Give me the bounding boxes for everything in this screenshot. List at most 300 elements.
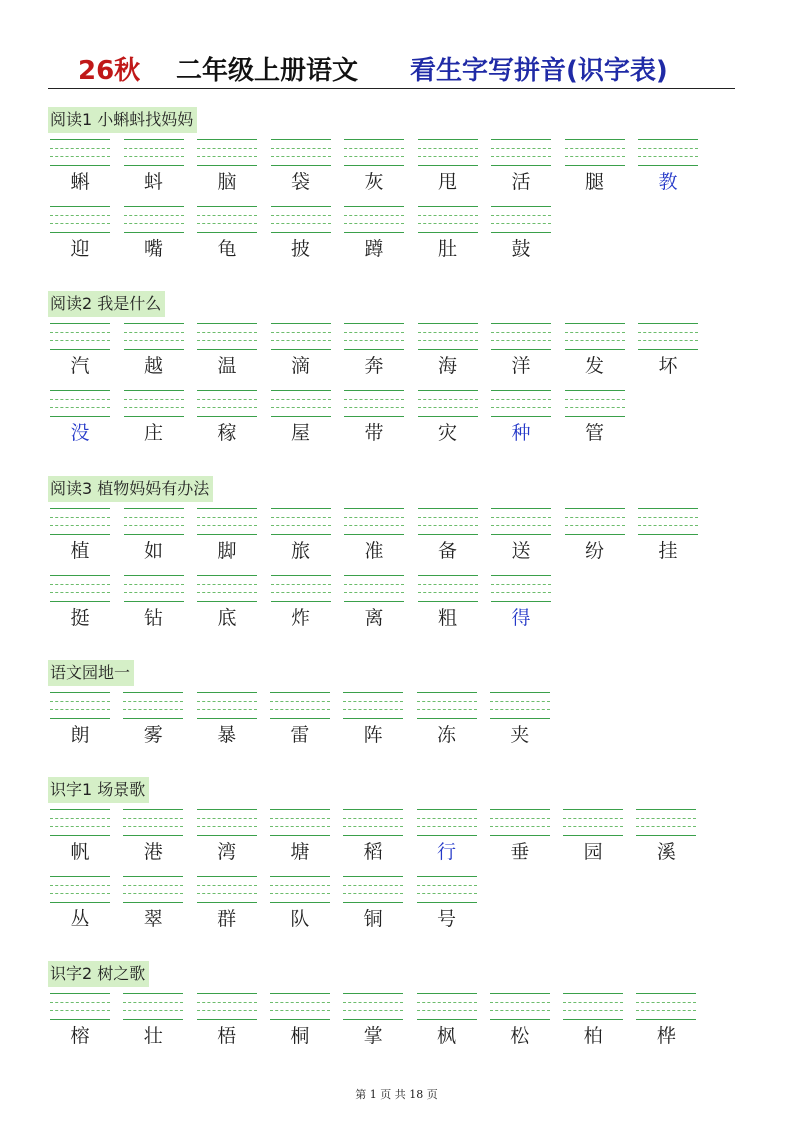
solid-guide-line: [50, 902, 110, 903]
section: [48, 660, 748, 753]
pinyin-writing-lines[interactable]: [270, 692, 330, 718]
dashed-guide-line: [417, 701, 477, 702]
solid-guide-line: [343, 902, 403, 903]
dashed-guide-line: [50, 407, 110, 408]
section: [48, 777, 748, 937]
hanzi-character: 蝌: [70, 171, 90, 193]
hanzi-character: 洋: [511, 355, 531, 377]
pinyin-cell: [50, 502, 110, 569]
pinyin-writing-lines[interactable]: [197, 692, 257, 718]
pinyin-cell: [344, 317, 404, 384]
pinyin-writing-lines[interactable]: [565, 139, 625, 165]
hanzi-character: 榕: [70, 1025, 90, 1047]
hanzi-character: 如: [143, 540, 163, 562]
solid-guide-line: [417, 692, 477, 693]
pinyin-writing-lines[interactable]: [638, 323, 698, 349]
pinyin-writing-lines[interactable]: [124, 390, 184, 416]
pinyin-cell: [491, 502, 551, 569]
pinyin-cell: [418, 502, 478, 569]
pinyin-cell: [563, 987, 623, 1054]
solid-guide-line: [197, 993, 257, 994]
pinyin-writing-lines[interactable]: [197, 876, 257, 902]
pinyin-cell: [124, 317, 184, 384]
pinyin-writing-lines[interactable]: [491, 206, 551, 232]
dashed-guide-line: [124, 584, 184, 585]
dashed-guide-line: [270, 893, 330, 894]
pinyin-cell: [197, 987, 257, 1054]
pinyin-writing-lines[interactable]: [270, 876, 330, 902]
dashed-guide-line: [344, 332, 404, 333]
pinyin-writing-lines[interactable]: [123, 993, 183, 1019]
dashed-guide-line: [50, 885, 110, 886]
pinyin-writing-lines[interactable]: [124, 206, 184, 232]
hanzi-character: 屋: [290, 422, 310, 444]
hanzi-character: 袋: [290, 171, 310, 193]
pinyin-cell: [565, 502, 625, 569]
pinyin-writing-lines[interactable]: [418, 323, 478, 349]
pinyin-writing-lines[interactable]: [344, 575, 404, 601]
solid-guide-line: [491, 232, 551, 233]
dashed-guide-line: [636, 1010, 696, 1011]
dashed-guide-line: [197, 223, 257, 224]
pinyin-writing-lines[interactable]: [124, 139, 184, 165]
dashed-guide-line: [491, 584, 551, 585]
dashed-guide-line: [417, 818, 477, 819]
solid-guide-line: [123, 1019, 183, 1020]
solid-guide-line: [343, 692, 403, 693]
solid-guide-line: [197, 534, 257, 535]
pinyin-cell: [344, 200, 404, 267]
pinyin-cell: [50, 317, 110, 384]
solid-guide-line: [418, 508, 478, 509]
pinyin-writing-lines[interactable]: [563, 809, 623, 835]
pinyin-writing-lines[interactable]: [417, 993, 477, 1019]
pinyin-writing-lines[interactable]: [124, 575, 184, 601]
pinyin-writing-lines[interactable]: [490, 692, 550, 718]
solid-guide-line: [270, 835, 330, 836]
solid-guide-line: [417, 993, 477, 994]
solid-guide-line: [638, 323, 698, 324]
dashed-guide-line: [123, 893, 183, 894]
dashed-guide-line: [50, 215, 110, 216]
pinyin-writing-lines[interactable]: [491, 390, 551, 416]
pinyin-cell: [123, 686, 183, 753]
hanzi-character: 夹: [510, 724, 530, 746]
dashed-guide-line: [490, 709, 550, 710]
dashed-guide-line: [638, 156, 698, 157]
solid-guide-line: [50, 809, 110, 810]
solid-guide-line: [343, 835, 403, 836]
solid-guide-line: [50, 835, 110, 836]
header-term: 26秋: [78, 56, 141, 86]
pinyin-cell: [565, 384, 625, 451]
pinyin-writing-lines[interactable]: [417, 692, 477, 718]
hanzi-character: 壮: [143, 1025, 163, 1047]
hanzi-character: 冻: [436, 724, 456, 746]
pinyin-writing-lines[interactable]: [418, 390, 478, 416]
dashed-guide-line: [418, 156, 478, 157]
dashed-guide-line: [124, 525, 184, 526]
dashed-guide-line: [50, 584, 110, 585]
section-title: 语文园地一: [48, 660, 134, 686]
pinyin-writing-lines[interactable]: [50, 876, 110, 902]
dashed-guide-line: [417, 826, 477, 827]
solid-guide-line: [344, 416, 404, 417]
pinyin-writing-lines[interactable]: [50, 575, 110, 601]
solid-guide-line: [270, 809, 330, 810]
hanzi-character: 铜: [363, 908, 383, 930]
pinyin-cell: [124, 502, 184, 569]
dashed-guide-line: [344, 584, 404, 585]
dashed-guide-line: [417, 893, 477, 894]
solid-guide-line: [418, 165, 478, 166]
pinyin-writing-lines[interactable]: [50, 390, 110, 416]
hanzi-character: 奔: [364, 355, 384, 377]
section: [48, 107, 748, 267]
solid-guide-line: [270, 692, 330, 693]
dashed-guide-line: [197, 1002, 257, 1003]
pinyin-writing-lines[interactable]: [636, 993, 696, 1019]
dashed-guide-line: [124, 340, 184, 341]
solid-guide-line: [565, 534, 625, 535]
dashed-guide-line: [490, 818, 550, 819]
solid-guide-line: [636, 835, 696, 836]
dashed-guide-line: [491, 517, 551, 518]
pinyin-writing-lines[interactable]: [417, 876, 477, 902]
hanzi-character: 准: [364, 540, 384, 562]
hanzi-character: 阵: [363, 724, 383, 746]
pinyin-writing-lines[interactable]: [343, 876, 403, 902]
solid-guide-line: [565, 390, 625, 391]
hanzi-character: 温: [217, 355, 237, 377]
hanzi-character: 桐: [290, 1025, 310, 1047]
pinyin-writing-lines[interactable]: [638, 508, 698, 534]
solid-guide-line: [491, 206, 551, 207]
pinyin-cell: [197, 317, 257, 384]
dashed-guide-line: [418, 215, 478, 216]
solid-guide-line: [343, 876, 403, 877]
dashed-guide-line: [124, 332, 184, 333]
dashed-guide-line: [565, 399, 625, 400]
pinyin-writing-lines[interactable]: [344, 139, 404, 165]
solid-guide-line: [271, 534, 331, 535]
solid-guide-line: [271, 508, 331, 509]
dashed-guide-line: [197, 332, 257, 333]
page-footer: 第 1 页 共 18 页: [355, 1088, 438, 1101]
solid-guide-line: [491, 349, 551, 350]
solid-guide-line: [197, 416, 257, 417]
pinyin-writing-lines[interactable]: [270, 993, 330, 1019]
dashed-guide-line: [271, 525, 331, 526]
dashed-guide-line: [343, 885, 403, 886]
dashed-guide-line: [417, 885, 477, 886]
pinyin-writing-lines[interactable]: [491, 323, 551, 349]
pinyin-writing-lines[interactable]: [565, 323, 625, 349]
dashed-guide-line: [197, 340, 257, 341]
dashed-guide-line: [270, 1010, 330, 1011]
solid-guide-line: [123, 809, 183, 810]
dashed-guide-line: [50, 1010, 110, 1011]
hanzi-character: 腿: [584, 171, 604, 193]
solid-guide-line: [636, 1019, 696, 1020]
pinyin-cell: [563, 803, 623, 870]
pinyin-writing-lines[interactable]: [271, 323, 331, 349]
solid-guide-line: [565, 508, 625, 509]
hanzi-character: 掌: [363, 1025, 383, 1047]
pinyin-writing-lines[interactable]: [638, 139, 698, 165]
dashed-guide-line: [417, 1010, 477, 1011]
solid-guide-line: [565, 416, 625, 417]
pinyin-writing-lines[interactable]: [123, 809, 183, 835]
dashed-guide-line: [123, 709, 183, 710]
solid-guide-line: [50, 323, 110, 324]
dashed-guide-line: [197, 701, 257, 702]
pinyin-writing-lines[interactable]: [490, 809, 550, 835]
solid-guide-line: [124, 601, 184, 602]
pinyin-writing-lines[interactable]: [50, 508, 110, 534]
pinyin-writing-lines[interactable]: [197, 809, 257, 835]
pinyin-writing-lines[interactable]: [490, 993, 550, 1019]
pinyin-writing-lines[interactable]: [270, 809, 330, 835]
solid-guide-line: [490, 1019, 550, 1020]
dashed-guide-line: [124, 156, 184, 157]
solid-guide-line: [344, 323, 404, 324]
solid-guide-line: [197, 165, 257, 166]
solid-guide-line: [271, 390, 331, 391]
dashed-guide-line: [490, 1002, 550, 1003]
hanzi-character: 教: [658, 171, 678, 193]
dashed-guide-line: [344, 223, 404, 224]
dashed-guide-line: [50, 340, 110, 341]
pinyin-writing-lines[interactable]: [636, 809, 696, 835]
pinyin-writing-lines[interactable]: [418, 508, 478, 534]
solid-guide-line: [344, 575, 404, 576]
dashed-guide-line: [344, 148, 404, 149]
dashed-guide-line: [491, 340, 551, 341]
pinyin-writing-lines[interactable]: [50, 809, 110, 835]
pinyin-writing-lines[interactable]: [271, 508, 331, 534]
solid-guide-line: [565, 139, 625, 140]
dashed-guide-line: [197, 517, 257, 518]
dashed-guide-line: [271, 584, 331, 585]
dashed-guide-line: [344, 592, 404, 593]
pinyin-writing-lines[interactable]: [197, 508, 257, 534]
solid-guide-line: [417, 876, 477, 877]
pinyin-writing-lines[interactable]: [491, 508, 551, 534]
pinyin-writing-lines[interactable]: [343, 993, 403, 1019]
pinyin-writing-lines[interactable]: [123, 876, 183, 902]
solid-guide-line: [344, 534, 404, 535]
solid-guide-line: [50, 139, 110, 140]
dashed-guide-line: [344, 156, 404, 157]
hanzi-character: 坏: [658, 355, 678, 377]
pinyin-writing-lines[interactable]: [343, 692, 403, 718]
hanzi-character: 汽: [70, 355, 90, 377]
solid-guide-line: [197, 508, 257, 509]
pinyin-writing-lines[interactable]: [50, 692, 110, 718]
page-header: [48, 48, 735, 89]
pinyin-writing-lines[interactable]: [271, 390, 331, 416]
pinyin-writing-lines[interactable]: [417, 809, 477, 835]
pinyin-cell: [50, 133, 110, 200]
pinyin-cell: [418, 317, 478, 384]
pinyin-writing-lines[interactable]: [50, 206, 110, 232]
solid-guide-line: [50, 508, 110, 509]
solid-guide-line: [344, 165, 404, 166]
char-row: [48, 502, 748, 569]
dashed-guide-line: [271, 592, 331, 593]
section-title: 识字1 场景歌: [48, 777, 149, 803]
solid-guide-line: [124, 206, 184, 207]
pinyin-writing-lines[interactable]: [197, 575, 257, 601]
pinyin-cell: [417, 987, 477, 1054]
pinyin-writing-lines[interactable]: [50, 323, 110, 349]
pinyin-writing-lines[interactable]: [197, 139, 257, 165]
pinyin-writing-lines[interactable]: [491, 139, 551, 165]
solid-guide-line: [124, 139, 184, 140]
pinyin-writing-lines[interactable]: [344, 508, 404, 534]
hanzi-character: 没: [70, 422, 90, 444]
pinyin-writing-lines[interactable]: [197, 993, 257, 1019]
hanzi-character: 送: [511, 540, 531, 562]
solid-guide-line: [490, 993, 550, 994]
dashed-guide-line: [638, 332, 698, 333]
pinyin-writing-lines[interactable]: [124, 508, 184, 534]
pinyin-cell: [271, 317, 331, 384]
pinyin-cell: [197, 870, 257, 937]
pinyin-cell: [343, 686, 403, 753]
solid-guide-line: [50, 206, 110, 207]
solid-guide-line: [417, 718, 477, 719]
pinyin-writing-lines[interactable]: [197, 323, 257, 349]
hanzi-character: 雾: [143, 724, 163, 746]
solid-guide-line: [270, 993, 330, 994]
section-title: 阅读1 小蝌蚪找妈妈: [48, 107, 197, 133]
pinyin-writing-lines[interactable]: [197, 206, 257, 232]
pinyin-writing-lines[interactable]: [491, 575, 551, 601]
solid-guide-line: [417, 1019, 477, 1020]
pinyin-cell: [491, 133, 551, 200]
dashed-guide-line: [197, 525, 257, 526]
hanzi-character: 海: [437, 355, 457, 377]
pinyin-writing-lines[interactable]: [344, 206, 404, 232]
solid-guide-line: [344, 206, 404, 207]
dashed-guide-line: [343, 1010, 403, 1011]
pinyin-writing-lines[interactable]: [418, 206, 478, 232]
pinyin-writing-lines[interactable]: [418, 139, 478, 165]
dashed-guide-line: [50, 709, 110, 710]
pinyin-writing-lines[interactable]: [344, 390, 404, 416]
solid-guide-line: [197, 876, 257, 877]
solid-guide-line: [123, 993, 183, 994]
pinyin-writing-lines[interactable]: [565, 390, 625, 416]
pinyin-writing-lines[interactable]: [50, 993, 110, 1019]
pinyin-cell: [50, 686, 110, 753]
dashed-guide-line: [563, 1010, 623, 1011]
hanzi-character: 钻: [143, 607, 163, 629]
pinyin-writing-lines[interactable]: [50, 139, 110, 165]
pinyin-writing-lines[interactable]: [565, 508, 625, 534]
solid-guide-line: [50, 165, 110, 166]
dashed-guide-line: [270, 885, 330, 886]
solid-guide-line: [563, 993, 623, 994]
pinyin-writing-lines[interactable]: [123, 692, 183, 718]
dashed-guide-line: [491, 525, 551, 526]
dashed-guide-line: [50, 332, 110, 333]
hanzi-character: 垂: [510, 841, 530, 863]
pinyin-writing-lines[interactable]: [563, 993, 623, 1019]
pinyin-writing-lines[interactable]: [124, 323, 184, 349]
dashed-guide-line: [271, 407, 331, 408]
solid-guide-line: [197, 206, 257, 207]
dashed-guide-line: [418, 340, 478, 341]
hanzi-character: 得: [511, 607, 531, 629]
dashed-guide-line: [636, 1002, 696, 1003]
solid-guide-line: [271, 601, 331, 602]
pinyin-cell: [50, 870, 110, 937]
solid-guide-line: [197, 349, 257, 350]
dashed-guide-line: [50, 525, 110, 526]
solid-guide-line: [638, 534, 698, 535]
hanzi-character: 带: [364, 422, 384, 444]
pinyin-writing-lines[interactable]: [197, 390, 257, 416]
dashed-guide-line: [197, 885, 257, 886]
dashed-guide-line: [197, 818, 257, 819]
dashed-guide-line: [271, 156, 331, 157]
solid-guide-line: [344, 232, 404, 233]
dashed-guide-line: [271, 332, 331, 333]
dashed-guide-line: [50, 592, 110, 593]
dashed-guide-line: [124, 223, 184, 224]
pinyin-writing-lines[interactable]: [271, 206, 331, 232]
solid-guide-line: [271, 416, 331, 417]
solid-guide-line: [123, 718, 183, 719]
dashed-guide-line: [343, 893, 403, 894]
hanzi-character: 披: [290, 238, 310, 260]
hanzi-character: 稼: [217, 422, 237, 444]
solid-guide-line: [343, 718, 403, 719]
pinyin-writing-lines[interactable]: [343, 809, 403, 835]
dashed-guide-line: [418, 525, 478, 526]
solid-guide-line: [418, 349, 478, 350]
hanzi-character: 离: [364, 607, 384, 629]
solid-guide-line: [50, 876, 110, 877]
pinyin-cell: [50, 200, 110, 267]
dashed-guide-line: [491, 223, 551, 224]
solid-guide-line: [197, 323, 257, 324]
hanzi-character: 发: [584, 355, 604, 377]
solid-guide-line: [197, 390, 257, 391]
pinyin-writing-lines[interactable]: [418, 575, 478, 601]
pinyin-writing-lines[interactable]: [344, 323, 404, 349]
dashed-guide-line: [270, 701, 330, 702]
solid-guide-line: [418, 206, 478, 207]
pinyin-writing-lines[interactable]: [271, 139, 331, 165]
pinyin-cell: [344, 502, 404, 569]
hanzi-character: 嘴: [143, 238, 163, 260]
dashed-guide-line: [563, 826, 623, 827]
solid-guide-line: [417, 902, 477, 903]
hanzi-character: 塘: [290, 841, 310, 863]
pinyin-writing-lines[interactable]: [271, 575, 331, 601]
solid-guide-line: [124, 508, 184, 509]
dashed-guide-line: [50, 701, 110, 702]
dashed-guide-line: [565, 407, 625, 408]
dashed-guide-line: [271, 215, 331, 216]
dashed-guide-line: [197, 709, 257, 710]
dashed-guide-line: [418, 584, 478, 585]
solid-guide-line: [271, 165, 331, 166]
